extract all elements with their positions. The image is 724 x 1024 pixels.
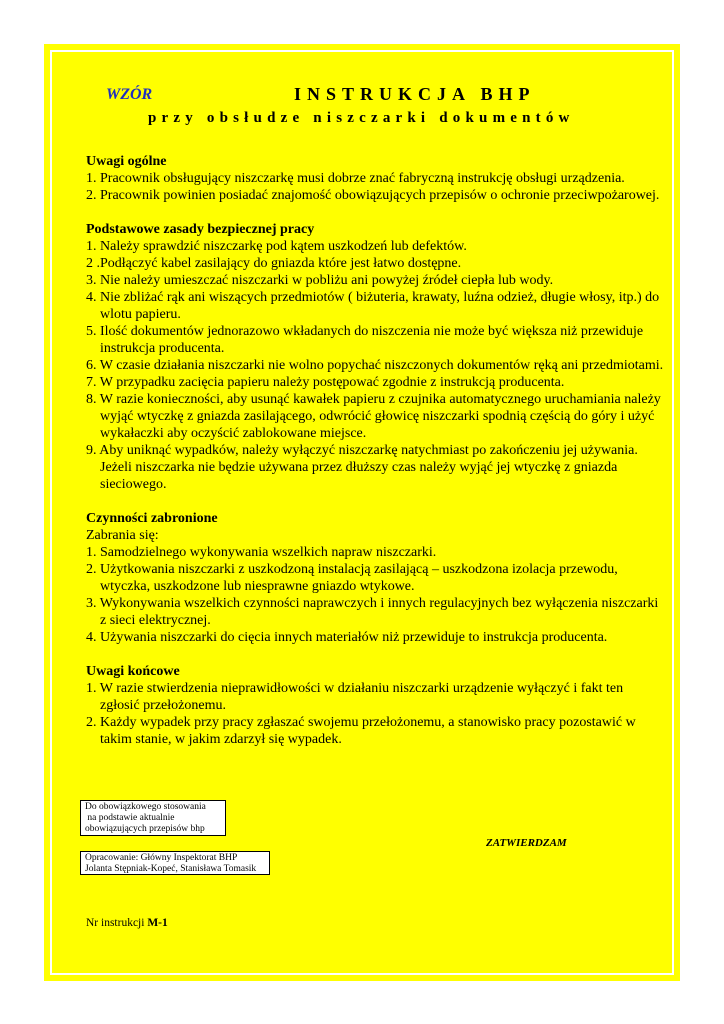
approval-label: ZATWIERDZAM: [486, 837, 567, 849]
instruction-number-value: M-1: [147, 917, 168, 929]
list-item: 1. Należy sprawdzić niszczarkę pod kątem uszkodzeń lub defektów.: [86, 239, 467, 254]
document-subtitle: przy obsłudze niszczarki dokumentów: [148, 110, 575, 126]
mandatory-use-box: [80, 800, 226, 836]
list-item: 8. W razie konieczności, aby usunąć kawałek papieru z czujnika automatycznego uruchamiania należy wyjąć wtyczkę z gniazda zasilającego, odwrócić głowicę niszczarki spodnią częścią do góry i użyć wykałaczki aby oczyścić zablokowane miejsce.: [86, 392, 661, 441]
section-heading: Czynności zabronione: [86, 511, 218, 526]
box-line: Opracowanie: Główny Inspektorat BHP: [85, 853, 238, 863]
box-line: obowiązujących przepisów bhp: [85, 824, 205, 834]
list-item: 9. Aby uniknąć wypadków, należy wyłączyć niszczarkę natychmiast po zakończeniu jej używania. Jeżeli niszczarka nie będzie używana przez dłuższy czas należy wyjąć jej wtyczkę z gniazda sieciowego.: [86, 443, 638, 492]
section-safety-rules: [86, 221, 666, 493]
section-general: [86, 153, 666, 204]
document-title: INSTRUKCJA BHP: [294, 84, 536, 104]
box-line: Do obowiązkowego stosowania: [85, 802, 206, 812]
list-item: 4. Nie zbliżać rąk ani wiszących przedmiotów ( biżuteria, krawaty, luźna odzież, długie włosy, itp.) do wlotu papieru.: [86, 290, 660, 322]
section-list: [86, 680, 666, 748]
list-item: 2. Każdy wypadek przy pracy zgłaszać swojemu przełożonemu, a stanowisko pracy pozostawić w takim stanie, w jakim zdarzył się wypadek.: [86, 715, 636, 747]
instruction-number: [86, 917, 168, 929]
list-item: 3. Wykonywania wszelkich czynności naprawczych i innych regulacyjnych bez wyłączenia niszczarki z sieci elektrycznej.: [86, 596, 659, 628]
template-label: WZÓR: [106, 86, 153, 103]
section-heading: Uwagi końcowe: [86, 664, 180, 679]
instruction-number-label: Nr instrukcji: [86, 917, 148, 929]
list-item: 5. Ilość dokumentów jednorazowo wkładanych do niszczenia nie może być większa niż przewiduje instrukcja producenta.: [86, 324, 644, 356]
list-item: 2. Użytkowania niszczarki z uszkodzoną instalacją zasilającą – uszkodzona izolacja przewodu, wtyczka, uszkodzone lub niesprawne gniazdo wtykowe.: [86, 562, 618, 594]
list-item: 2 .Podłączyć kabel zasilający do gniazda które jest łatwo dostępne.: [86, 256, 462, 271]
list-item: 2. Pracownik powinien posiadać znajomość obowiązujących przepisów o ochronie przeciwpożarowej.: [86, 188, 660, 203]
authors-box: [80, 851, 270, 875]
list-item: 4. Używania niszczarki do cięcia innych materiałów niż przewiduje to instrukcja producenta.: [86, 630, 608, 645]
section-intro: Zabrania się:: [86, 528, 159, 543]
section-final-notes: [86, 663, 666, 748]
box-line: na podstawie aktualnie: [85, 813, 175, 823]
list-item: 1. Samodzielnego wykonywania wszelkich napraw niszczarki.: [86, 545, 437, 560]
section-prohibited: [86, 510, 666, 646]
list-item: 1. Pracownik obsługujący niszczarkę musi dobrze znać fabryczną instrukcję obsługi urządzenia.: [86, 171, 625, 186]
list-item: 1. W razie stwierdzenia nieprawidłowości w działaniu niszczarki urządzenie wyłączyć i fakt ten zgłosić przełożonemu.: [86, 681, 624, 713]
section-heading: Uwagi ogólne: [86, 154, 167, 169]
section-list: [86, 238, 666, 493]
list-item: 6. W czasie działania niszczarki nie wolno popychać niszczonych dokumentów ręką ani przedmiotami.: [86, 358, 664, 373]
section-list: [86, 170, 666, 204]
section-heading: Podstawowe zasady bezpiecznej pracy: [86, 222, 315, 237]
header: [86, 86, 666, 108]
box-line: Jolanta Stępniak-Kopeć, Stanisława Tomasik: [85, 864, 257, 874]
section-list: [86, 544, 666, 646]
list-item: 3. Nie należy umieszczać niszczarki w pobliżu ani powyżej źródeł ciepła lub wody.: [86, 273, 554, 288]
document-content: [86, 86, 666, 748]
list-item: 7. W przypadku zacięcia papieru należy postępować zgodnie z instrukcją producenta.: [86, 375, 565, 390]
